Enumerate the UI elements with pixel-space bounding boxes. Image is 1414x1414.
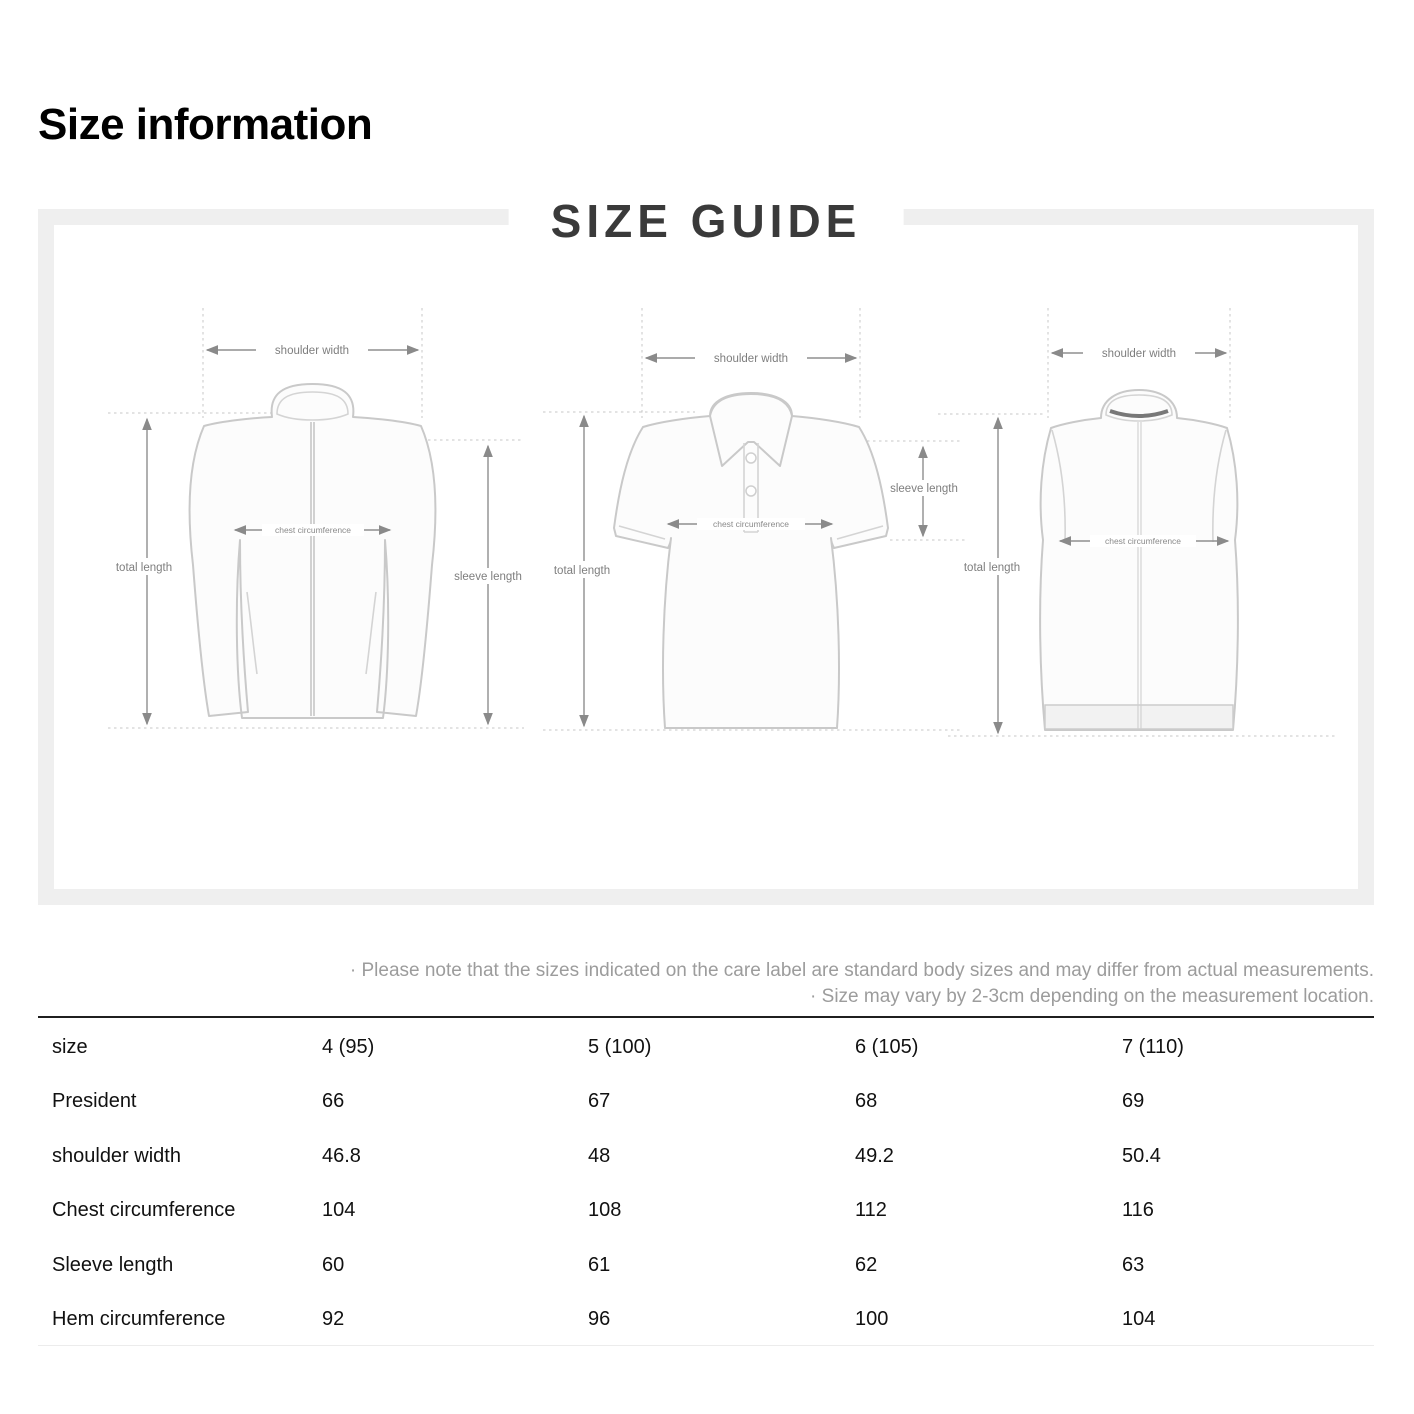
size-guide-box xyxy=(38,195,1374,905)
value-cell: 68 xyxy=(855,1090,878,1113)
vest-hem-band xyxy=(1045,705,1233,729)
polo-shirt-illustration xyxy=(543,300,973,745)
shoulder-width-label: shoulder width xyxy=(274,345,350,357)
column-header-cell: 4 (95) xyxy=(322,1035,375,1058)
chest-circumference-label: chest circumference xyxy=(1104,536,1182,546)
size-guide-title: SIZE GUIDE xyxy=(509,197,904,245)
value-cell: 104 xyxy=(322,1199,356,1222)
shoulder-width-label: shoulder width xyxy=(1101,348,1177,360)
value-cell: 66 xyxy=(322,1090,345,1113)
table-row xyxy=(38,1182,1374,1237)
value-cell: 62 xyxy=(855,1253,878,1276)
table-header-row xyxy=(38,1018,1374,1073)
value-cell: 46.8 xyxy=(322,1144,361,1167)
size-notes xyxy=(350,958,1374,1010)
value-cell: 50.4 xyxy=(1122,1144,1161,1167)
table-row xyxy=(38,1291,1374,1346)
column-header-cell: 7 (110) xyxy=(1122,1035,1184,1058)
value-cell: 112 xyxy=(855,1199,887,1222)
polo-button xyxy=(746,486,756,496)
value-cell: 49.2 xyxy=(855,1144,894,1167)
vest-outline xyxy=(1040,390,1238,730)
value-cell: 67 xyxy=(588,1090,611,1113)
total-length-label: total length xyxy=(963,562,1021,574)
sleeve-length-label: sleeve length xyxy=(890,483,958,495)
value-cell: 100 xyxy=(855,1308,889,1331)
value-cell: 60 xyxy=(322,1253,345,1276)
row-label-cell: shoulder width xyxy=(52,1144,181,1167)
total-length-label: total length xyxy=(553,565,611,577)
vest-diagram xyxy=(938,300,1368,745)
row-label-cell: Hem circumference xyxy=(52,1308,226,1331)
jacket-diagram xyxy=(100,300,530,745)
shoulder-width-label: shoulder width xyxy=(713,353,789,365)
row-label-cell: Sleeve length xyxy=(52,1253,174,1276)
note-line: · Size may vary by 2-3cm depending on the measurement location. xyxy=(810,986,1374,1007)
size-table xyxy=(38,1016,1374,1346)
polo-shirt-diagram xyxy=(543,300,973,745)
table-row xyxy=(38,1073,1374,1128)
jacket-illustration xyxy=(100,300,530,745)
vest-illustration xyxy=(938,300,1368,745)
row-label-cell: Chest circumference xyxy=(52,1199,236,1222)
column-header-cell: 5 (100) xyxy=(588,1035,652,1058)
note-line: · Please note that the sizes indicated on the care label are standard body sizes and may differ from actual measurements. xyxy=(349,960,1374,981)
polo-outline xyxy=(614,393,888,728)
table-row xyxy=(38,1236,1374,1291)
table-row xyxy=(38,1127,1374,1182)
value-cell: 104 xyxy=(1122,1308,1156,1331)
chest-circumference-label: chest circumference xyxy=(274,525,352,535)
value-cell: 96 xyxy=(588,1308,611,1331)
polo-button xyxy=(746,453,756,463)
value-cell: 61 xyxy=(588,1253,611,1276)
value-cell: 92 xyxy=(322,1308,345,1331)
total-length-label: total length xyxy=(115,562,173,574)
value-cell: 48 xyxy=(588,1144,611,1167)
page-title: Size information xyxy=(38,100,373,149)
value-cell: 116 xyxy=(1122,1199,1154,1222)
row-label-cell: President xyxy=(52,1090,137,1113)
row-label-cell: size xyxy=(52,1035,88,1058)
sleeve-length-label: sleeve length xyxy=(454,571,522,583)
chest-circumference-label: chest circumference xyxy=(712,519,790,529)
jacket-outline xyxy=(190,384,436,718)
column-header-cell: 6 (105) xyxy=(855,1035,919,1058)
value-cell: 63 xyxy=(1122,1253,1145,1276)
value-cell: 69 xyxy=(1122,1090,1145,1113)
value-cell: 108 xyxy=(588,1199,622,1222)
